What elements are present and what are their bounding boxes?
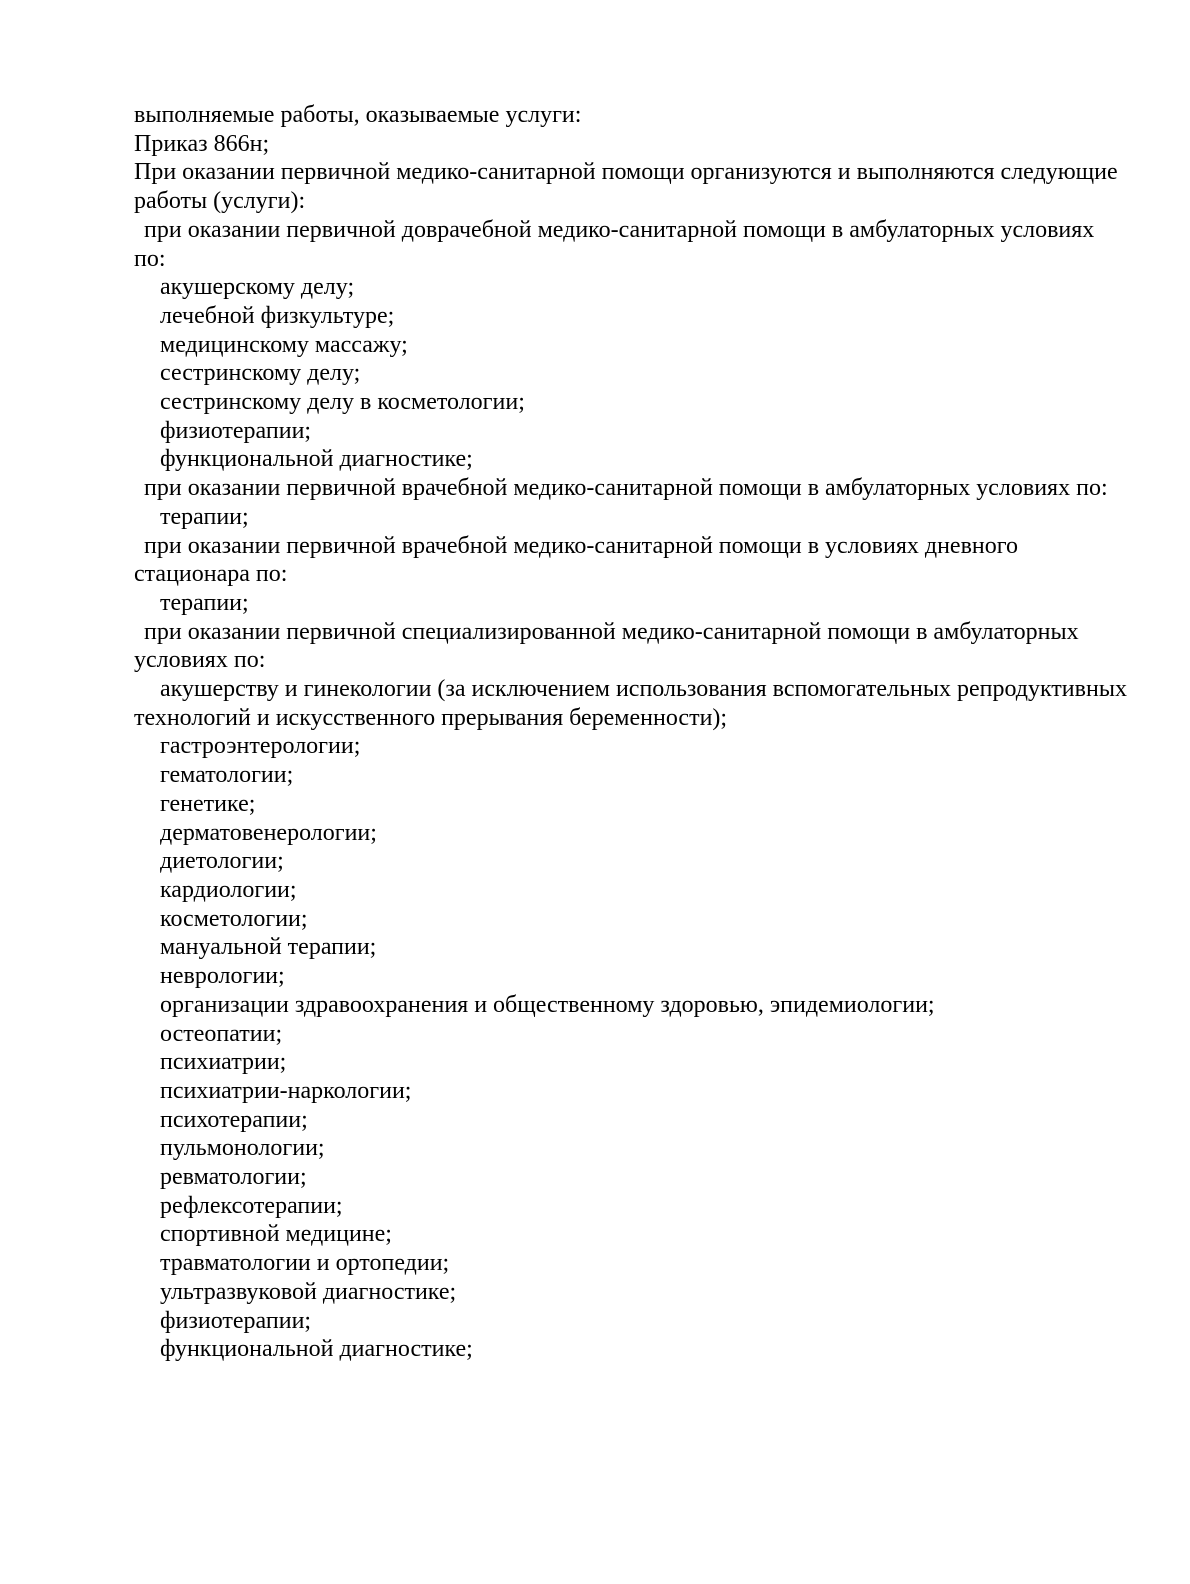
text-line: психиатрии; bbox=[160, 1049, 287, 1076]
text-line: функциональной диагностике; bbox=[160, 446, 473, 473]
text-line: при оказании первичной доврачебной медико-санитарной помощи в амбулаторных условиях bbox=[144, 216, 1095, 243]
text-line: дерматовенерологии; bbox=[160, 819, 377, 846]
text-line: лечебной физкультуре; bbox=[160, 302, 395, 329]
text-line: кардиологии; bbox=[160, 876, 297, 903]
text-line: медицинскому массажу; bbox=[160, 331, 408, 358]
text-line: физиотерапии; bbox=[160, 1307, 312, 1334]
text-line: работы (услуги): bbox=[134, 188, 306, 215]
text-line: психотерапии; bbox=[160, 1106, 308, 1133]
text-line: физиотерапии; bbox=[160, 417, 312, 444]
text-line: стационара по: bbox=[134, 561, 288, 588]
text-line: технологий и искусственного прерывания беременности); bbox=[134, 704, 728, 731]
text-line: акушерскому делу; bbox=[160, 274, 355, 301]
text-line: рефлексотерапии; bbox=[160, 1192, 343, 1219]
text-line: ультразвуковой диагностике; bbox=[160, 1278, 457, 1305]
text-line: ревматологии; bbox=[160, 1164, 307, 1191]
text-line: остеопатии; bbox=[160, 1020, 283, 1047]
text-line: по: bbox=[134, 245, 166, 272]
text-line: генетике; bbox=[160, 790, 256, 817]
text-line: акушерству и гинекологии (за исключением использования вспомогательных репродуктивных bbox=[160, 676, 1127, 703]
text-line: При оказании первичной медико-санитарной помощи организуются и выполняются следующие bbox=[134, 159, 1118, 186]
text-line: при оказании первичной врачебной медико-санитарной помощи в амбулаторных условиях по: bbox=[144, 475, 1108, 502]
text-line: психиатрии-наркологии; bbox=[160, 1077, 412, 1104]
text-line: при оказании первичной врачебной медико-санитарной помощи в условиях дневного bbox=[144, 532, 1018, 559]
document-text-block bbox=[134, 101, 1180, 1364]
text-line: сестринскому делу; bbox=[160, 360, 361, 387]
text-line: спортивной медицине; bbox=[160, 1221, 392, 1248]
text-line: организации здравоохранения и общественному здоровью, эпидемиологии; bbox=[160, 991, 935, 1018]
text-line: пульмонологии; bbox=[160, 1135, 325, 1162]
text-line: гематологии; bbox=[160, 762, 294, 789]
text-line: терапии; bbox=[160, 503, 249, 530]
text-line: при оказании первичной специализированной медико-санитарной помощи в амбулаторных bbox=[144, 618, 1079, 645]
text-line: условиях по: bbox=[134, 647, 266, 674]
text-line: функциональной диагностике; bbox=[160, 1336, 473, 1363]
text-line: травматологии и ортопедии; bbox=[160, 1250, 450, 1277]
text-line: сестринскому делу в косметологии; bbox=[160, 389, 525, 416]
text-line: терапии; bbox=[160, 589, 249, 616]
text-line: косметологии; bbox=[160, 905, 308, 932]
text-line: гастроэнтерологии; bbox=[160, 733, 361, 760]
text-line: Приказ 866н; bbox=[134, 130, 270, 157]
text-line: неврологии; bbox=[160, 963, 285, 990]
text-line: мануальной терапии; bbox=[160, 934, 377, 961]
text-line: выполняемые работы, оказываемые услуги: bbox=[134, 102, 582, 128]
text-line: диетологии; bbox=[160, 848, 284, 875]
